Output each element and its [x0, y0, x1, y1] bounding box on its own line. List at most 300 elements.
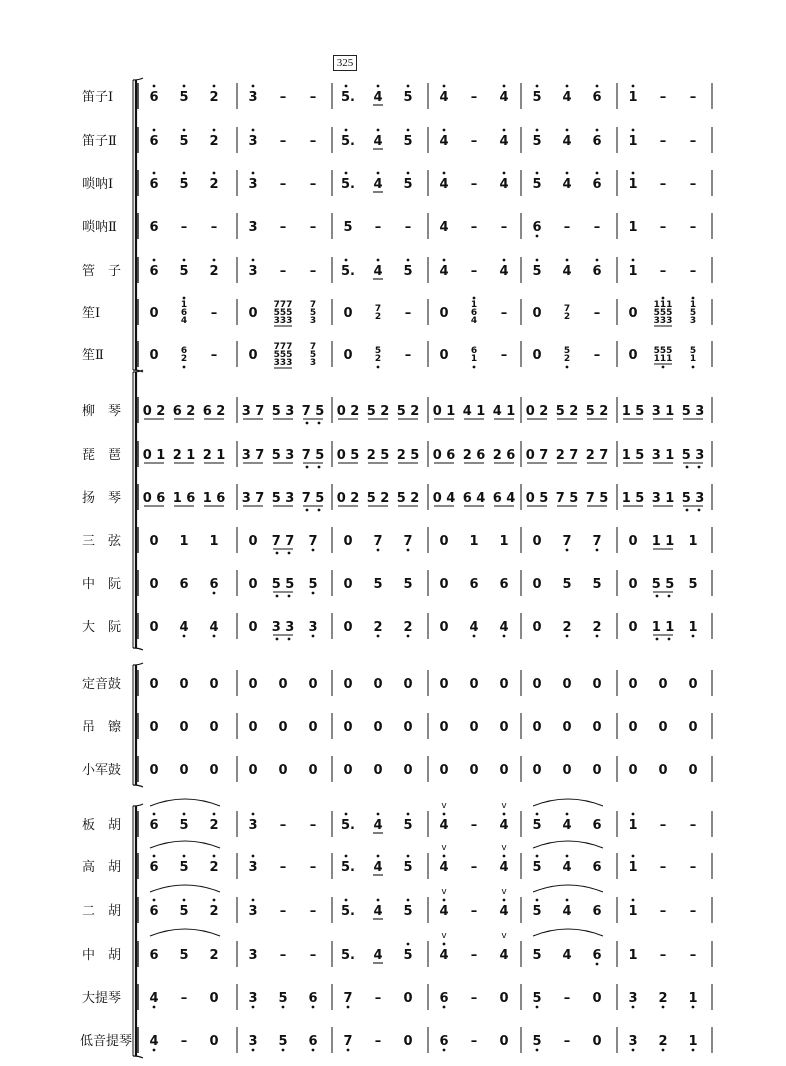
- note: 0: [343, 620, 353, 635]
- dash-sustain: –: [659, 948, 667, 963]
- octave-dot-high: [566, 85, 569, 88]
- octave-dot-high: [407, 855, 410, 858]
- note: 4: [499, 948, 509, 963]
- note: 0: [592, 1034, 602, 1049]
- note: 5.: [341, 134, 355, 149]
- octave-dot-high: [345, 899, 348, 902]
- octave-dot-low: [213, 635, 216, 638]
- octave-dot-high: [252, 172, 255, 175]
- octave-dot-low: [662, 366, 665, 369]
- octave-dot-high: [213, 85, 216, 88]
- chord-note: 555: [273, 350, 293, 360]
- octave-dot-high: [407, 129, 410, 132]
- note: 0 4: [432, 491, 456, 506]
- octave-dot-low: [632, 1006, 635, 1009]
- note: 0: [149, 677, 159, 692]
- instrument-label: 定音鼓: [82, 677, 122, 692]
- octave-dot-high: [536, 855, 539, 858]
- octave-dot-high: [213, 129, 216, 132]
- note: 4: [562, 134, 572, 149]
- note: 5.: [341, 860, 355, 875]
- octave-dot-low: [282, 1049, 285, 1052]
- octave-dot-low: [312, 1006, 315, 1009]
- instrument-label: 三 弦: [82, 534, 122, 549]
- note: 0: [688, 763, 698, 778]
- note: 1: [628, 90, 638, 105]
- note: 3: [248, 90, 258, 105]
- chord-note: 111: [653, 300, 673, 310]
- note: 0: [248, 577, 258, 592]
- note: 5.: [341, 904, 355, 919]
- dash-sustain: –: [180, 991, 188, 1006]
- octave-dot-low: [318, 509, 321, 512]
- instrument-label: 唢呐Ⅰ: [82, 177, 114, 192]
- octave-dot-high: [345, 259, 348, 262]
- note: 3: [248, 948, 258, 963]
- note: 5: [592, 577, 602, 592]
- dash-sustain: –: [374, 991, 382, 1006]
- octave-dot-high: [153, 813, 156, 816]
- octave-dot-high: [345, 855, 348, 858]
- note: 5.: [341, 948, 355, 963]
- dash-sustain: –: [470, 177, 478, 192]
- dash-sustain: –: [309, 220, 317, 235]
- note: 2 7: [555, 448, 579, 463]
- dash-sustain: –: [309, 904, 317, 919]
- note: 0: [179, 763, 189, 778]
- note: 0: [248, 534, 258, 549]
- note: 5 2: [555, 404, 579, 419]
- octave-dot-high: [183, 172, 186, 175]
- chord-note: 6: [180, 308, 188, 318]
- note: 0 6: [432, 448, 456, 463]
- octave-dot-high: [252, 899, 255, 902]
- bow-mark: v: [501, 931, 507, 941]
- note: 4: [562, 904, 572, 919]
- note: 5 3: [271, 491, 295, 506]
- chord-note: 333: [273, 316, 293, 326]
- octave-dot-high: [377, 129, 380, 132]
- note: 2: [209, 264, 219, 279]
- instrument-label: 小军鼓: [82, 763, 122, 778]
- octave-dot-low: [153, 1049, 156, 1052]
- dash-sustain: –: [210, 306, 218, 321]
- note: 4: [562, 177, 572, 192]
- octave-dot-high: [183, 129, 186, 132]
- octave-dot-low: [276, 638, 279, 641]
- dash-sustain: –: [279, 90, 287, 105]
- note: 3: [628, 1034, 638, 1049]
- note: 2 1: [172, 448, 196, 463]
- bracket-hook: [133, 804, 143, 1058]
- octave-dot-high: [153, 899, 156, 902]
- note: 0: [532, 348, 542, 363]
- dash-sustain: –: [689, 220, 697, 235]
- dash-sustain: –: [689, 818, 697, 833]
- note: 0: [532, 620, 542, 635]
- note: 3: [248, 220, 258, 235]
- dash-sustain: –: [659, 818, 667, 833]
- note: 4: [469, 620, 479, 635]
- note: 0: [373, 720, 383, 735]
- note: 5 2: [366, 491, 390, 506]
- note: 0: [308, 720, 318, 735]
- note: 5: [403, 134, 413, 149]
- note: 2: [592, 620, 602, 635]
- chord-note: 7: [563, 304, 571, 314]
- octave-dot-high: [407, 259, 410, 262]
- note: 0: [532, 306, 542, 321]
- note: 1: [688, 620, 698, 635]
- note: 0: [562, 763, 572, 778]
- note: 0: [532, 763, 542, 778]
- note: 7: [308, 534, 318, 549]
- note: 0: [469, 677, 479, 692]
- note: 7 5: [301, 491, 325, 506]
- note: 5.: [341, 90, 355, 105]
- note: 3 7: [241, 404, 265, 419]
- note: 0: [658, 763, 668, 778]
- note: 4 1: [492, 404, 516, 419]
- note: 0: [149, 577, 159, 592]
- note: 6: [592, 90, 602, 105]
- note: 5 2: [366, 404, 390, 419]
- chord-note: 5: [309, 308, 317, 318]
- note: 1 1: [651, 620, 675, 635]
- dash-sustain: –: [309, 860, 317, 875]
- note: 0 2: [336, 404, 360, 419]
- chord-note: 2: [180, 354, 188, 364]
- note: 0: [439, 763, 449, 778]
- note: 1 6: [202, 491, 226, 506]
- chord-note: 2: [374, 312, 382, 322]
- note: 4: [439, 948, 449, 963]
- note: 6: [209, 577, 219, 592]
- note: 0: [499, 720, 509, 735]
- note: 4: [562, 948, 572, 963]
- octave-dot-low: [288, 595, 291, 598]
- chord-note: 2: [374, 354, 382, 364]
- note: 5: [179, 264, 189, 279]
- octave-dot-high: [536, 172, 539, 175]
- note: 3 1: [651, 448, 675, 463]
- octave-dot-low: [632, 1049, 635, 1052]
- note: 0: [628, 534, 638, 549]
- note: 0: [439, 577, 449, 592]
- note: 0: [248, 620, 258, 635]
- octave-dot-high: [407, 813, 410, 816]
- note: 0: [373, 763, 383, 778]
- note: 5 3: [681, 404, 705, 419]
- note: 1: [628, 264, 638, 279]
- note: 4: [373, 860, 383, 875]
- note: 6: [532, 220, 542, 235]
- chord-note: 1: [470, 300, 478, 310]
- note: 6: [439, 991, 449, 1006]
- note: 2: [209, 134, 219, 149]
- note: 5: [532, 90, 542, 105]
- note: 0: [308, 677, 318, 692]
- octave-dot-low: [288, 552, 291, 555]
- note: 7: [343, 991, 353, 1006]
- note: 4: [209, 620, 219, 635]
- dash-sustain: –: [500, 348, 508, 363]
- note: 5: [343, 220, 353, 235]
- dash-sustain: –: [689, 264, 697, 279]
- octave-dot-high: [443, 85, 446, 88]
- note: 3 7: [241, 491, 265, 506]
- chord-note: 3: [309, 358, 317, 368]
- note: 3: [248, 1034, 258, 1049]
- note: 4: [499, 264, 509, 279]
- note: 5: [179, 134, 189, 149]
- note: 3: [248, 264, 258, 279]
- note: 6: [149, 264, 159, 279]
- chord-note: 1: [180, 300, 188, 310]
- page-number: 325: [333, 55, 357, 71]
- note: 4: [499, 818, 509, 833]
- note: 2: [373, 620, 383, 635]
- bow-mark: v: [441, 931, 447, 941]
- octave-dot-low: [698, 466, 701, 469]
- note: 5: [688, 577, 698, 592]
- chord-note: 1: [689, 300, 697, 310]
- note: 5 5: [271, 577, 295, 592]
- note: 4: [439, 818, 449, 833]
- octave-dot-low: [443, 1006, 446, 1009]
- chord-note: 777: [273, 300, 293, 310]
- note: 0: [499, 1034, 509, 1049]
- note: 0: [209, 677, 219, 692]
- octave-dot-high: [183, 297, 186, 300]
- octave-dot-high: [662, 297, 665, 300]
- octave-dot-high: [345, 129, 348, 132]
- note: 2: [403, 620, 413, 635]
- note: 6: [439, 1034, 449, 1049]
- chord-note: 6: [470, 308, 478, 318]
- note: 0: [343, 763, 353, 778]
- note: 1: [688, 534, 698, 549]
- note: 2 5: [366, 448, 390, 463]
- octave-dot-high: [503, 855, 506, 858]
- chord-note: 6: [470, 346, 478, 356]
- note: 0: [628, 677, 638, 692]
- octave-dot-low: [503, 635, 506, 638]
- chord-note: 5: [689, 308, 697, 318]
- note: 6: [149, 948, 159, 963]
- chord-note: 3: [689, 316, 697, 326]
- note: 5 3: [271, 448, 295, 463]
- note: 7: [562, 534, 572, 549]
- note: 1 1: [651, 534, 675, 549]
- note: 5: [308, 577, 318, 592]
- note: 3: [628, 991, 638, 1006]
- octave-dot-low: [596, 549, 599, 552]
- chord-note: 5: [689, 346, 697, 356]
- octave-dot-low: [377, 635, 380, 638]
- octave-dot-high: [183, 899, 186, 902]
- note: 5: [373, 577, 383, 592]
- octave-dot-high: [596, 259, 599, 262]
- instrument-label: 大 阮: [82, 620, 122, 635]
- note: 0: [499, 991, 509, 1006]
- note: 5.: [341, 818, 355, 833]
- dash-sustain: –: [470, 90, 478, 105]
- note: 0: [469, 763, 479, 778]
- note: 3 7: [241, 448, 265, 463]
- slur: [533, 799, 603, 806]
- note: 0: [439, 348, 449, 363]
- dash-sustain: –: [563, 991, 571, 1006]
- instrument-label: 吊 镲: [82, 720, 122, 735]
- note: 0: [278, 763, 288, 778]
- note: 5: [532, 264, 542, 279]
- note: 5 3: [681, 448, 705, 463]
- octave-dot-high: [632, 172, 635, 175]
- note: 5: [532, 1034, 542, 1049]
- octave-dot-low: [692, 635, 695, 638]
- note: 6: [149, 904, 159, 919]
- note: 0: [149, 348, 159, 363]
- note: 1: [209, 534, 219, 549]
- octave-dot-high: [632, 129, 635, 132]
- note: 0: [308, 763, 318, 778]
- note: 0: [628, 577, 638, 592]
- octave-dot-low: [668, 638, 671, 641]
- octave-dot-low: [407, 635, 410, 638]
- note: 4: [499, 620, 509, 635]
- note: 4: [149, 1034, 159, 1049]
- note: 2: [658, 991, 668, 1006]
- note: 0: [343, 677, 353, 692]
- instrument-label: 柳 琴: [82, 404, 122, 419]
- octave-dot-high: [692, 297, 695, 300]
- note: 4: [499, 177, 509, 192]
- note: 7: [592, 534, 602, 549]
- slur: [533, 885, 603, 892]
- octave-dot-low: [312, 1049, 315, 1052]
- dash-sustain: –: [279, 264, 287, 279]
- octave-dot-high: [503, 813, 506, 816]
- note: 0: [562, 677, 572, 692]
- note: 6: [592, 818, 602, 833]
- octave-dot-high: [443, 813, 446, 816]
- chord-note: 1: [689, 354, 697, 364]
- octave-dot-low: [656, 595, 659, 598]
- bow-mark: v: [441, 887, 447, 897]
- dash-sustain: –: [309, 818, 317, 833]
- note: 0: [628, 306, 638, 321]
- note: 0: [343, 348, 353, 363]
- octave-dot-low: [536, 1049, 539, 1052]
- note: 5: [532, 177, 542, 192]
- note: 6: [592, 264, 602, 279]
- note: 0: [403, 720, 413, 735]
- octave-dot-high: [536, 259, 539, 262]
- note: 5: [532, 860, 542, 875]
- chord-note: 5: [374, 346, 382, 356]
- octave-dot-high: [213, 855, 216, 858]
- octave-dot-low: [686, 466, 689, 469]
- note: 0: [149, 534, 159, 549]
- note: 5: [403, 818, 413, 833]
- dash-sustain: –: [593, 306, 601, 321]
- note: 6: [308, 991, 318, 1006]
- note: 2 1: [202, 448, 226, 463]
- note: 0: [179, 677, 189, 692]
- octave-dot-high: [566, 259, 569, 262]
- chord-note: 777: [273, 342, 293, 352]
- octave-dot-high: [377, 899, 380, 902]
- octave-dot-high: [443, 899, 446, 902]
- slur: [533, 929, 603, 936]
- note: 6: [592, 177, 602, 192]
- note: 0 2: [525, 404, 549, 419]
- instrument-label: 笙Ⅰ: [82, 306, 101, 321]
- note: 0: [209, 763, 219, 778]
- octave-dot-high: [566, 129, 569, 132]
- octave-dot-high: [503, 172, 506, 175]
- note: 7 7: [271, 534, 295, 549]
- note: 0: [532, 720, 542, 735]
- note: 0: [439, 306, 449, 321]
- note: 0: [658, 720, 668, 735]
- note: 5: [403, 904, 413, 919]
- octave-dot-low: [566, 366, 569, 369]
- octave-dot-high: [443, 943, 446, 946]
- note: 7: [373, 534, 383, 549]
- dash-sustain: –: [689, 90, 697, 105]
- chord-note: 4: [180, 316, 188, 326]
- dash-sustain: –: [309, 90, 317, 105]
- note: 0: [592, 991, 602, 1006]
- note: 5.: [341, 177, 355, 192]
- dash-sustain: –: [374, 220, 382, 235]
- octave-dot-low: [692, 1006, 695, 1009]
- dash-sustain: –: [279, 134, 287, 149]
- dash-sustain: –: [180, 1034, 188, 1049]
- octave-dot-low: [312, 549, 315, 552]
- note: 4: [439, 860, 449, 875]
- octave-dot-high: [443, 259, 446, 262]
- dash-sustain: –: [470, 264, 478, 279]
- note: 1: [628, 904, 638, 919]
- note: 3: [248, 818, 258, 833]
- octave-dot-low: [377, 366, 380, 369]
- note: 0: [499, 677, 509, 692]
- octave-dot-high: [377, 813, 380, 816]
- octave-dot-low: [306, 422, 309, 425]
- note: 0: [373, 677, 383, 692]
- chord-note: 333: [653, 316, 673, 326]
- dash-sustain: –: [404, 306, 412, 321]
- bow-mark: v: [441, 843, 447, 853]
- note: 5 2: [396, 491, 420, 506]
- note: 1: [499, 534, 509, 549]
- note: 6: [592, 904, 602, 919]
- note: 4: [373, 818, 383, 833]
- octave-dot-low: [306, 509, 309, 512]
- dash-sustain: –: [279, 177, 287, 192]
- note: 2: [658, 1034, 668, 1049]
- note: 6: [149, 860, 159, 875]
- octave-dot-low: [312, 635, 315, 638]
- note: 3 1: [651, 491, 675, 506]
- octave-dot-high: [183, 855, 186, 858]
- octave-dot-high: [536, 813, 539, 816]
- dash-sustain: –: [309, 177, 317, 192]
- note: 0: [209, 991, 219, 1006]
